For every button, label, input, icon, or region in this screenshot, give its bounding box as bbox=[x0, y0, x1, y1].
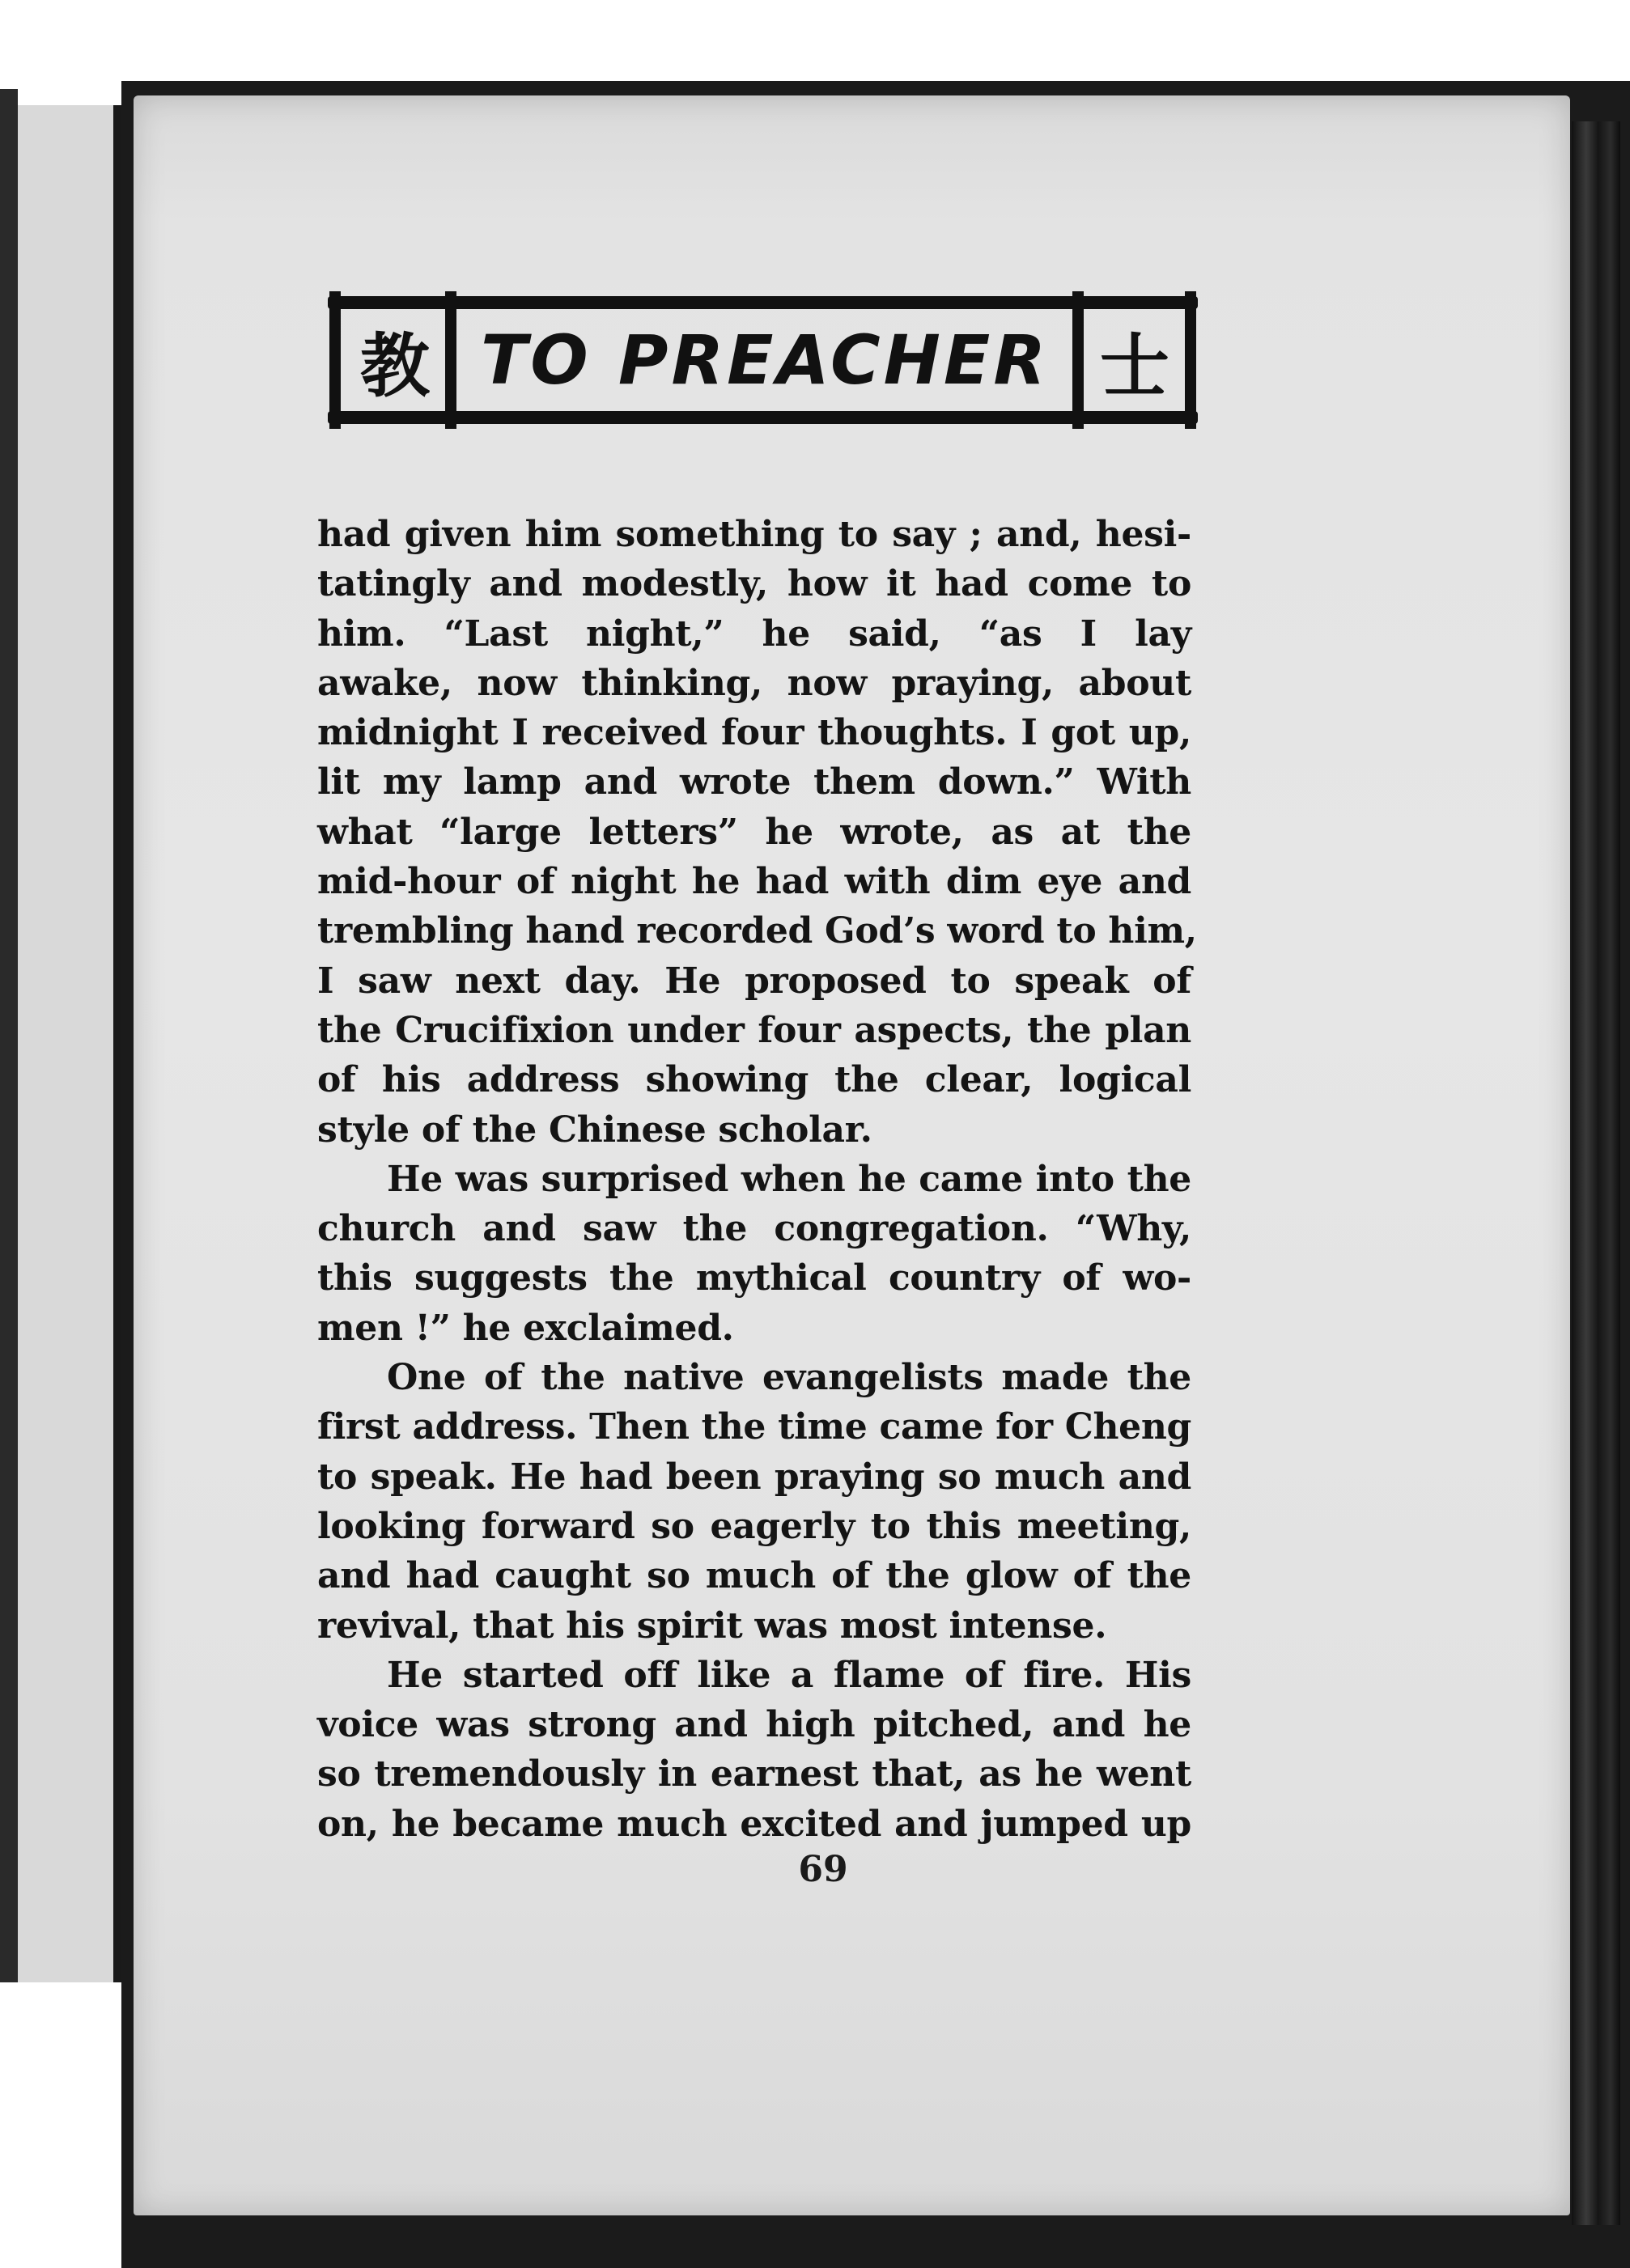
text-line: midnight I received four thoughts. I got up, bbox=[317, 712, 1191, 754]
text-line: and had caught so much of the glow of the bbox=[317, 1555, 1191, 1597]
banner-post bbox=[1072, 291, 1084, 429]
text-line: looking forward so eagerly to this meeting, bbox=[317, 1505, 1191, 1547]
text-line: tatingly and modestly, how it had come to bbox=[317, 563, 1191, 605]
text-line: of his address showing the clear, logical bbox=[317, 1059, 1191, 1101]
text-line: to speak. He had been praying so much and bbox=[317, 1456, 1191, 1498]
banner-post bbox=[1185, 291, 1196, 429]
page-number: 69 bbox=[798, 1849, 848, 1890]
text-line: the Crucifixion under four aspects, the plan bbox=[317, 1009, 1191, 1051]
text-line: lit my lamp and wrote them down.” With bbox=[317, 761, 1191, 803]
text-line: church and saw the congregation. “Why, bbox=[317, 1208, 1191, 1250]
banner-bottom-bar bbox=[328, 411, 1198, 424]
banner-post bbox=[329, 291, 341, 429]
text-line: One of the native evangelists made the bbox=[387, 1357, 1191, 1399]
text-line: voice was strong and high pitched, and he bbox=[317, 1704, 1191, 1746]
text-line: He was surprised when he came into the bbox=[387, 1158, 1191, 1200]
text-line: him. “Last night,” he said, “as I lay bbox=[317, 613, 1191, 655]
banner-top-bar bbox=[328, 296, 1198, 309]
text-line: on, he became much excited and jumped up bbox=[317, 1803, 1191, 1845]
text-line: so tremendously in earnest that, as he went bbox=[317, 1753, 1191, 1795]
text-line: He started off like a flame of fire. His bbox=[387, 1654, 1191, 1696]
body-text bbox=[317, 510, 1197, 1849]
chapter-header-banner bbox=[328, 291, 1198, 429]
text-line: what “large letters” he wrote, as at the bbox=[317, 811, 1191, 853]
text-line: first address. Then the time came for Cheng bbox=[317, 1406, 1192, 1448]
text-line: style of the Chinese scholar. bbox=[317, 1109, 872, 1151]
text-line: mid-hour of night he had with dim eye and bbox=[317, 861, 1191, 903]
text-line: had given him something to say ; and, hesi- bbox=[317, 514, 1191, 555]
text-line: awake, now thinking, now praying, about bbox=[317, 662, 1191, 704]
right-binding-edge bbox=[1572, 121, 1620, 2225]
text-line: trembling hand recorded God’s word to him, bbox=[317, 910, 1197, 952]
text-line: revival, that his spirit was most intense. bbox=[317, 1605, 1107, 1647]
chapter-title: TO PREACHER bbox=[480, 320, 1049, 400]
header-left-character: 教 bbox=[360, 326, 430, 407]
text-line: men !” he exclaimed. bbox=[317, 1307, 734, 1349]
text-line: this suggests the mythical country of wo- bbox=[317, 1257, 1191, 1299]
text-line: I saw next day. He proposed to speak of bbox=[317, 960, 1191, 1002]
left-binding-edge bbox=[0, 89, 18, 1982]
banner-post bbox=[445, 291, 456, 429]
previous-page-edge bbox=[18, 105, 121, 1982]
header-right-character: 士 bbox=[1100, 326, 1169, 407]
